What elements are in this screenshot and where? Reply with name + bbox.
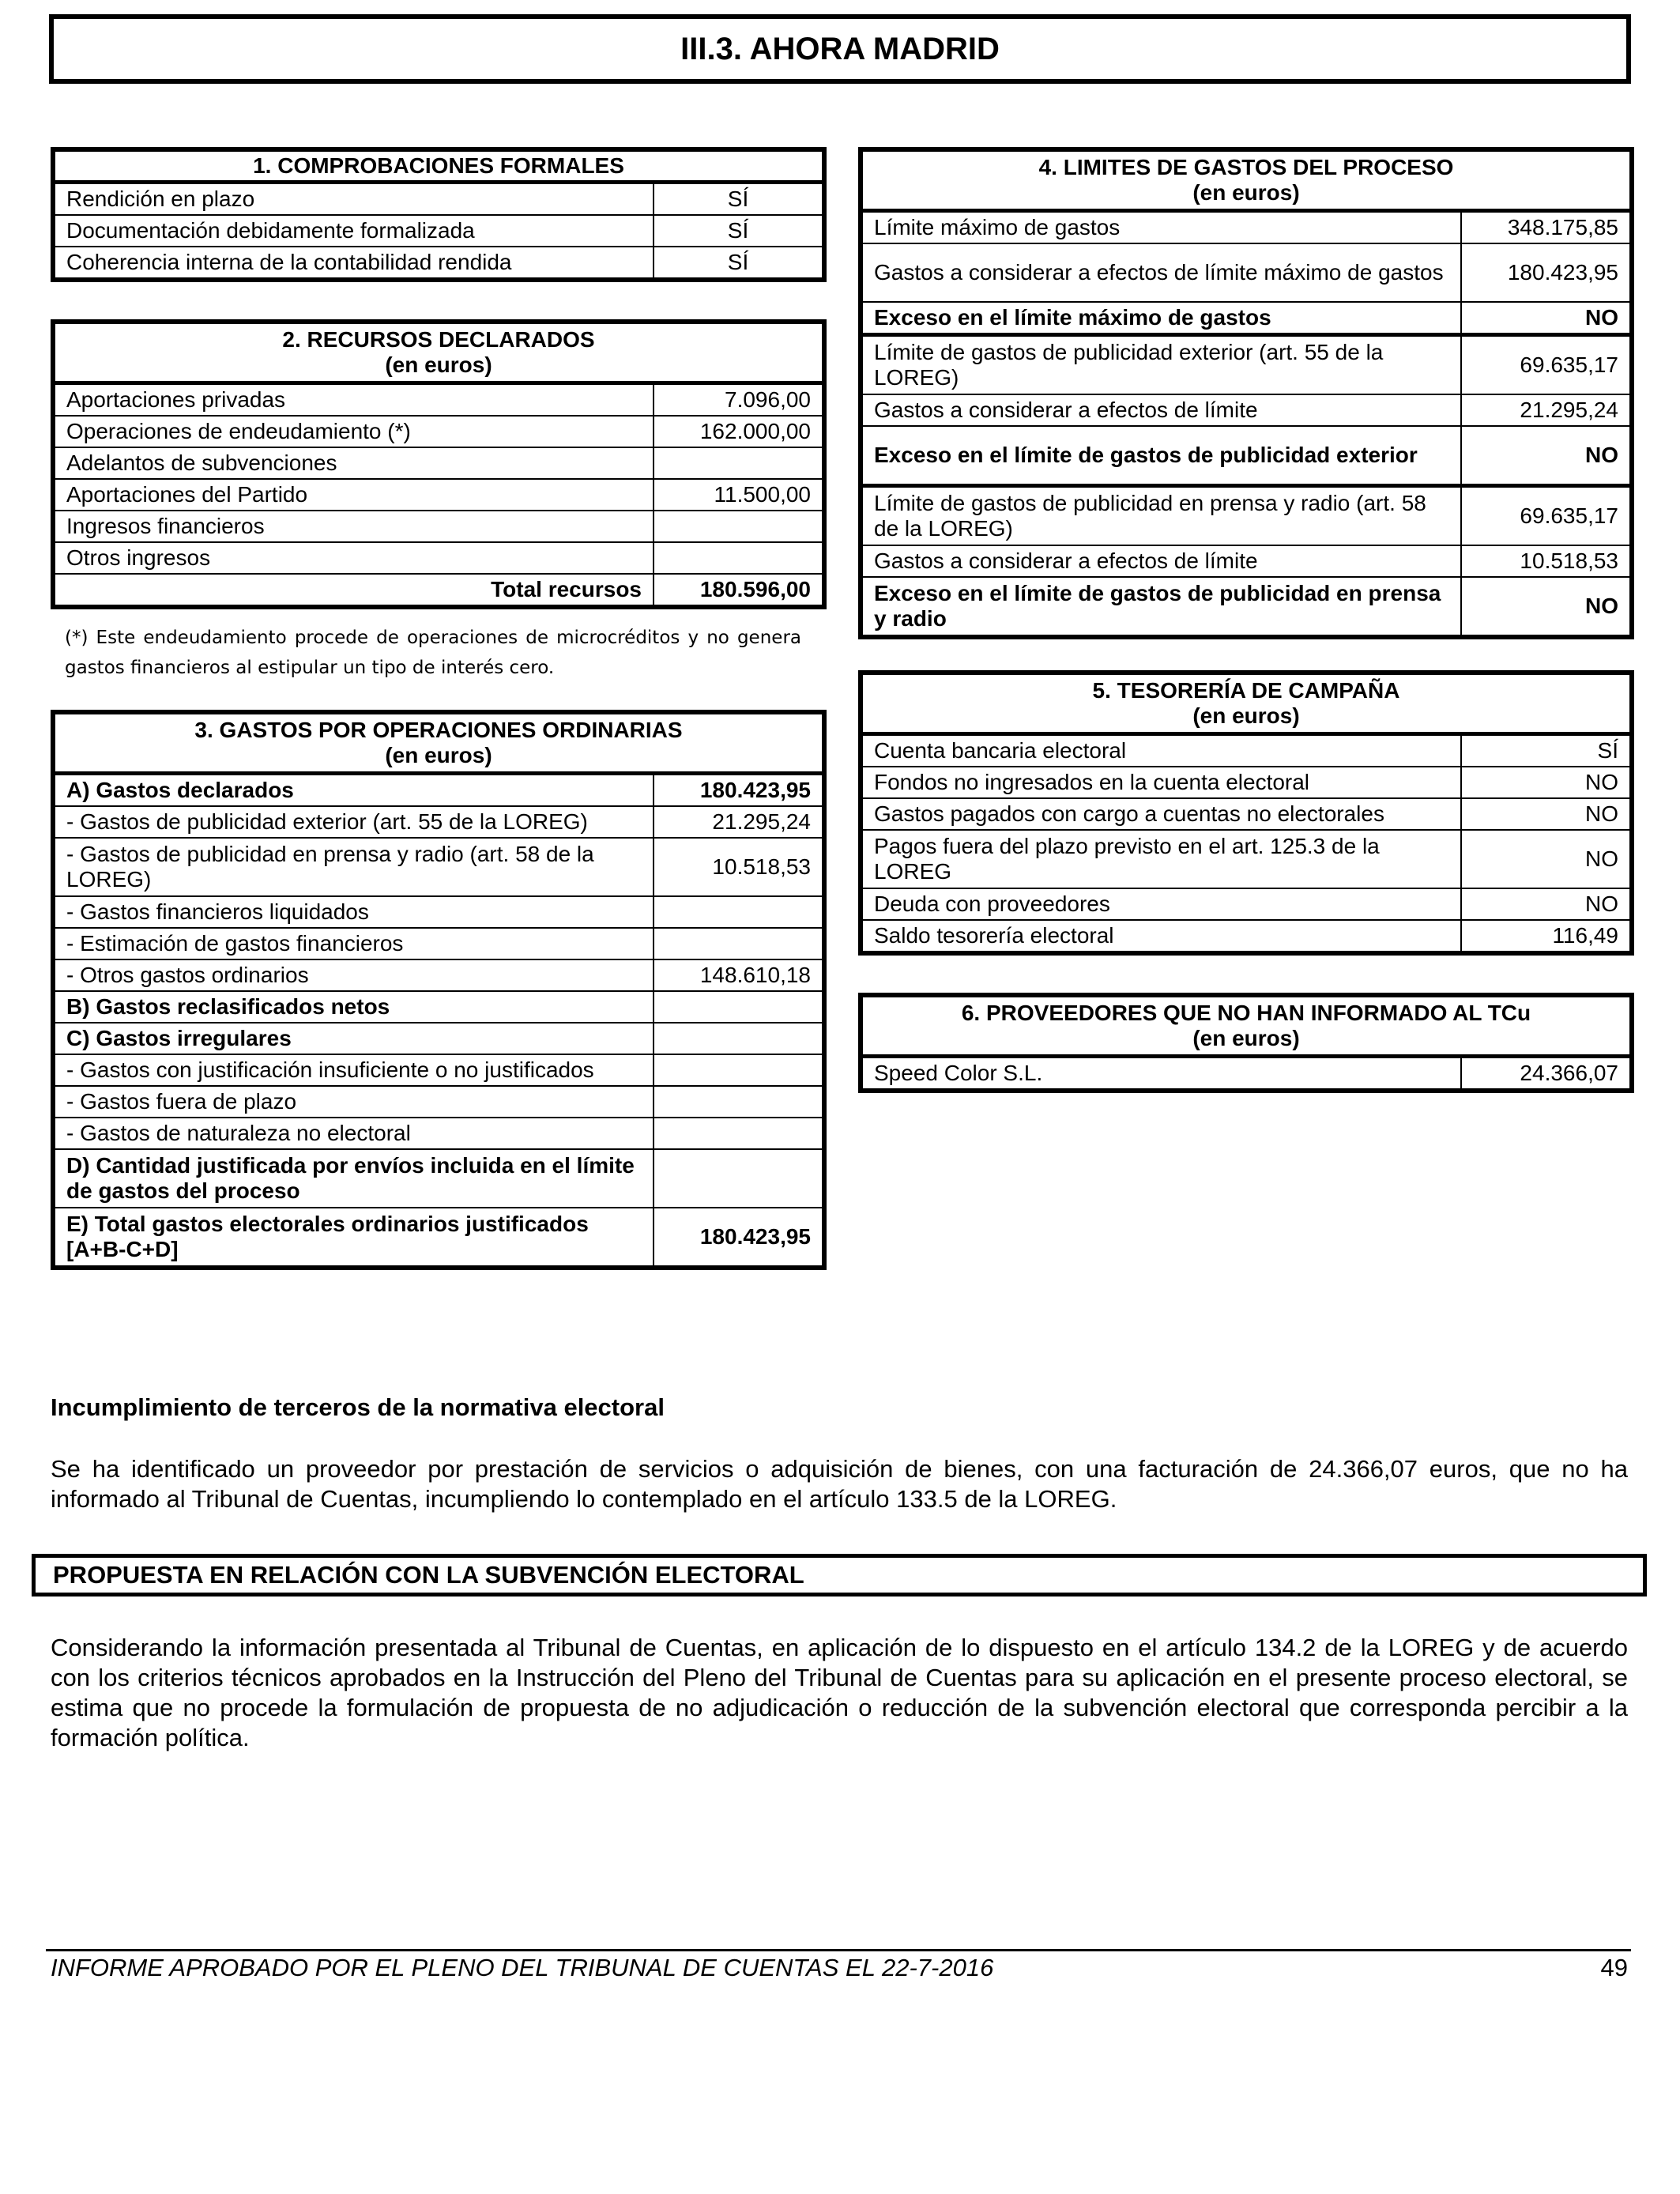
table-row: Adelantos de subvenciones xyxy=(53,447,824,479)
paragraph: Considerando la información presentada al Tribunal de Cuentas, en aplicación de lo dispuesto en el artículo 134.2 de la LOREG y de acuerdo con los criterios técnicos aprobados en la Instrucción del Pleno del Tribunal de Cuentas para su aplicación en el presente proceso electoral, se estima que no procede la formulación de propuesta de no adjudicación o reducción de la subvención electoral que corresponda percibir a la formación política. xyxy=(51,1634,1628,1751)
table-row: Exceso en el límite máximo de gastos NO xyxy=(861,302,1632,335)
table-row: Documentación debidamente formalizada SÍ xyxy=(53,215,824,247)
table-row: Otros ingresos xyxy=(53,542,824,574)
table-row: Rendición en plazo SÍ xyxy=(53,183,824,216)
total-row: E) Total gastos electorales ordinarios justificados [A+B-C+D] 180.423,95 xyxy=(53,1208,824,1268)
table-row: Aportaciones privadas 7.096,00 xyxy=(53,383,824,417)
table-row: Deuda con proveedores NO xyxy=(861,888,1632,920)
table-row: Gastos pagados con cargo a cuentas no electorales NO xyxy=(861,798,1632,830)
table-row: - Gastos fuera de plazo xyxy=(53,1086,824,1118)
table-row: - Estimación de gastos financieros xyxy=(53,928,824,959)
non-reporting-suppliers-table xyxy=(858,993,1634,1093)
table-row: - Gastos de naturaleza no electoral xyxy=(53,1118,824,1149)
table-row: - Gastos financieros liquidados xyxy=(53,896,824,928)
table-row: D) Cantidad justificada por envíos incluida en el límite de gastos del proceso xyxy=(53,1149,824,1208)
table-row: Ingresos financieros xyxy=(53,511,824,542)
table-row: Gastos a considerar a efectos de límite 10.518,53 xyxy=(861,545,1632,577)
table-row: Speed Color S.L. 24.366,07 xyxy=(861,1057,1632,1091)
table-row: A) Gastos declarados 180.423,95 xyxy=(53,774,824,807)
footnote: (*) Este endeudamiento procede de operaciones de microcréditos y no genera gastos financieros al estipular un tipo de interés cero. xyxy=(65,628,801,678)
table-row: Pagos fuera del plazo previsto en el art. 125.3 de la LOREG NO xyxy=(861,830,1632,888)
table-row: Saldo tesorería electoral 116,49 xyxy=(861,920,1632,953)
table-row: Exceso en el límite de gastos de publicidad en prensa y radio NO xyxy=(861,577,1632,637)
page-number: 49 xyxy=(1600,1954,1628,1981)
table-row: Operaciones de endeudamiento (*) 162.000,00 xyxy=(53,416,824,447)
expense-limits-table xyxy=(858,147,1634,639)
table-row: Exceso en el límite de gastos de publicidad exterior NO xyxy=(861,426,1632,486)
declared-resources-table xyxy=(51,319,827,609)
table-row: Fondos no ingresados en la cuenta electoral NO xyxy=(861,767,1632,798)
table-heading: 3. GASTOS POR OPERACIONES ORDINARIAS (en euros) xyxy=(53,712,824,774)
table-heading: 5. TESORERÍA DE CAMPAÑA (en euros) xyxy=(861,673,1632,734)
table-heading: 1. COMPROBACIONES FORMALES xyxy=(53,149,824,183)
table-row: - Gastos de publicidad en prensa y radio (art. 58 de la LOREG) 10.518,53 xyxy=(53,838,824,896)
table-heading: 4. LIMITES DE GASTOS DEL PROCESO (en euros) xyxy=(861,149,1632,211)
table-row: Aportaciones del Partido 11.500,00 xyxy=(53,479,824,511)
total-row: Total recursos 180.596,00 xyxy=(53,574,824,607)
campaign-treasury-table xyxy=(858,670,1634,956)
table-row: - Gastos de publicidad exterior (art. 55 de la LOREG) 21.295,24 xyxy=(53,806,824,838)
footer-divider xyxy=(46,1949,1631,1951)
table-row: Gastos a considerar a efectos de límite máximo de gastos 180.423,95 xyxy=(861,243,1632,302)
table-row: - Gastos con justificación insuficiente o no justificados xyxy=(53,1054,824,1086)
table-row: Coherencia interna de la contabilidad rendida SÍ xyxy=(53,247,824,280)
section-heading: Incumplimiento de terceros de la normativa electoral xyxy=(51,1393,665,1421)
table-row: C) Gastos irregulares xyxy=(53,1023,824,1054)
section-heading-box: PROPUESTA EN RELACIÓN CON LA SUBVENCIÓN ELECTORAL xyxy=(32,1554,1647,1596)
ordinary-expenses-table xyxy=(51,710,827,1270)
table-heading: 2. RECURSOS DECLARADOS (en euros) xyxy=(53,322,824,383)
footer-text: INFORME APROBADO POR EL PLENO DEL TRIBUNAL DE CUENTAS EL 22-7-2016 xyxy=(51,1954,994,1981)
table-row: Límite de gastos de publicidad exterior (art. 55 de la LOREG) 69.635,17 xyxy=(861,335,1632,395)
formal-checks-table xyxy=(51,147,827,282)
table-row: Gastos a considerar a efectos de límite 21.295,24 xyxy=(861,394,1632,426)
paragraph: Se ha identificado un proveedor por prestación de servicios o adquisición de bienes, con una facturación de 24.366,07 euros, que no ha informado al Tribunal de Cuentas, incumpliendo lo contemplado en el artículo 133.5 de la LOREG. xyxy=(51,1455,1628,1513)
table-row: Límite de gastos de publicidad en prensa y radio (art. 58 de la LOREG) 69.635,17 xyxy=(861,486,1632,546)
table-heading: 6. PROVEEDORES QUE NO HAN INFORMADO AL TCu (en euros) xyxy=(861,995,1632,1057)
table-row: Límite máximo de gastos 348.175,85 xyxy=(861,211,1632,244)
table-row: B) Gastos reclasificados netos xyxy=(53,991,824,1023)
table-row: Cuenta bancaria electoral SÍ xyxy=(861,734,1632,767)
table-row: - Otros gastos ordinarios 148.610,18 xyxy=(53,959,824,991)
page-title: III.3. AHORA MADRID xyxy=(49,14,1631,84)
